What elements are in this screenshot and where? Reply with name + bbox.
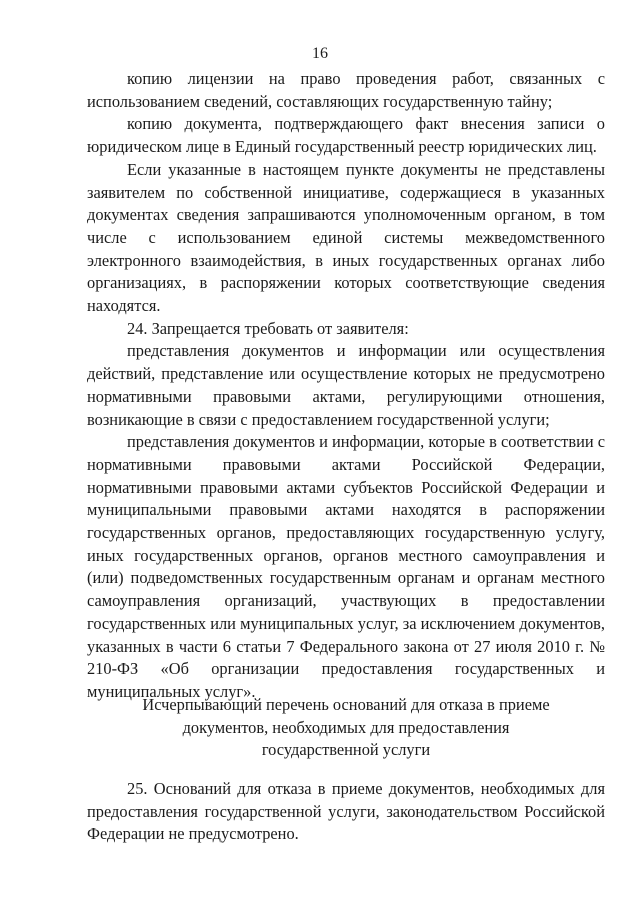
paragraph-item-25: 25. Оснований для отказа в приеме документов, необходимых для предоставления государственной услуги, законодательством Российской Федерации не предусмотрено. (87, 779, 605, 844)
paragraph-registry-copy: копию документа, подтверждающего факт внесения записи о юридическом лице в Единый государственный реестр юридических лиц. (87, 114, 605, 157)
section-heading-line-1: Исчерпывающий перечень оснований для отказа в приеме (142, 695, 550, 714)
paragraph-license-copy: копию лицензии на право проведения работ, связанных с использованием сведений, составляющих государственную тайну; (87, 69, 605, 111)
section-heading-line-3: государственной услуги (261, 740, 431, 760)
section-heading-line-2: документов, необходимых для предоставления (182, 717, 510, 737)
paragraph-item-24: 24. Запрещается требовать от заявителя: (127, 318, 409, 338)
paragraph-interagency-request: Если указанные в настоящем пункте документы не представлены заявителем по собственной инициативе, содержащиеся в указанных документах сведения запрашиваются уполномоченным органом, в том числе с использованием единой системы межведомственного электронного взаимодействия, в иных государственных органах либо организациях, в распоряжении которых соответствующие сведения находятся. (87, 159, 605, 316)
paragraph-not-required-actions: представления документов и информации или осуществления действий, представление или осуществление которых не предусмотрено нормативными правовыми актами, регулирующими отношения, возникающие в связи с предоставлением государственной услуги; (87, 341, 605, 429)
paragraph-not-required-documents: представления документов и информации, которые в соответствии с нормативными правовыми актами Российской Федерации, нормативными правовыми актами субъектов Российской Федерации и муниципальными правовыми актами находятся в распоряжении государственных органов, предоставляющих государственную услугу, иных государственных органов, органов местного самоуправления и (или) подведомственных государственным органам и органам местного самоуправления организаций, участвующих в предоставлении государственных или муниципальных услуг, за исключением документов, указанных в части 6 статьи 7 Федерального закона от 27 июля 2010 г. № 210-ФЗ «Об организации предоставления государственных и муниципальных услуг». (87, 432, 605, 701)
closing-text (87, 778, 605, 846)
page-number: 16 (312, 45, 328, 62)
body-text (87, 68, 605, 704)
section-heading (87, 694, 605, 762)
